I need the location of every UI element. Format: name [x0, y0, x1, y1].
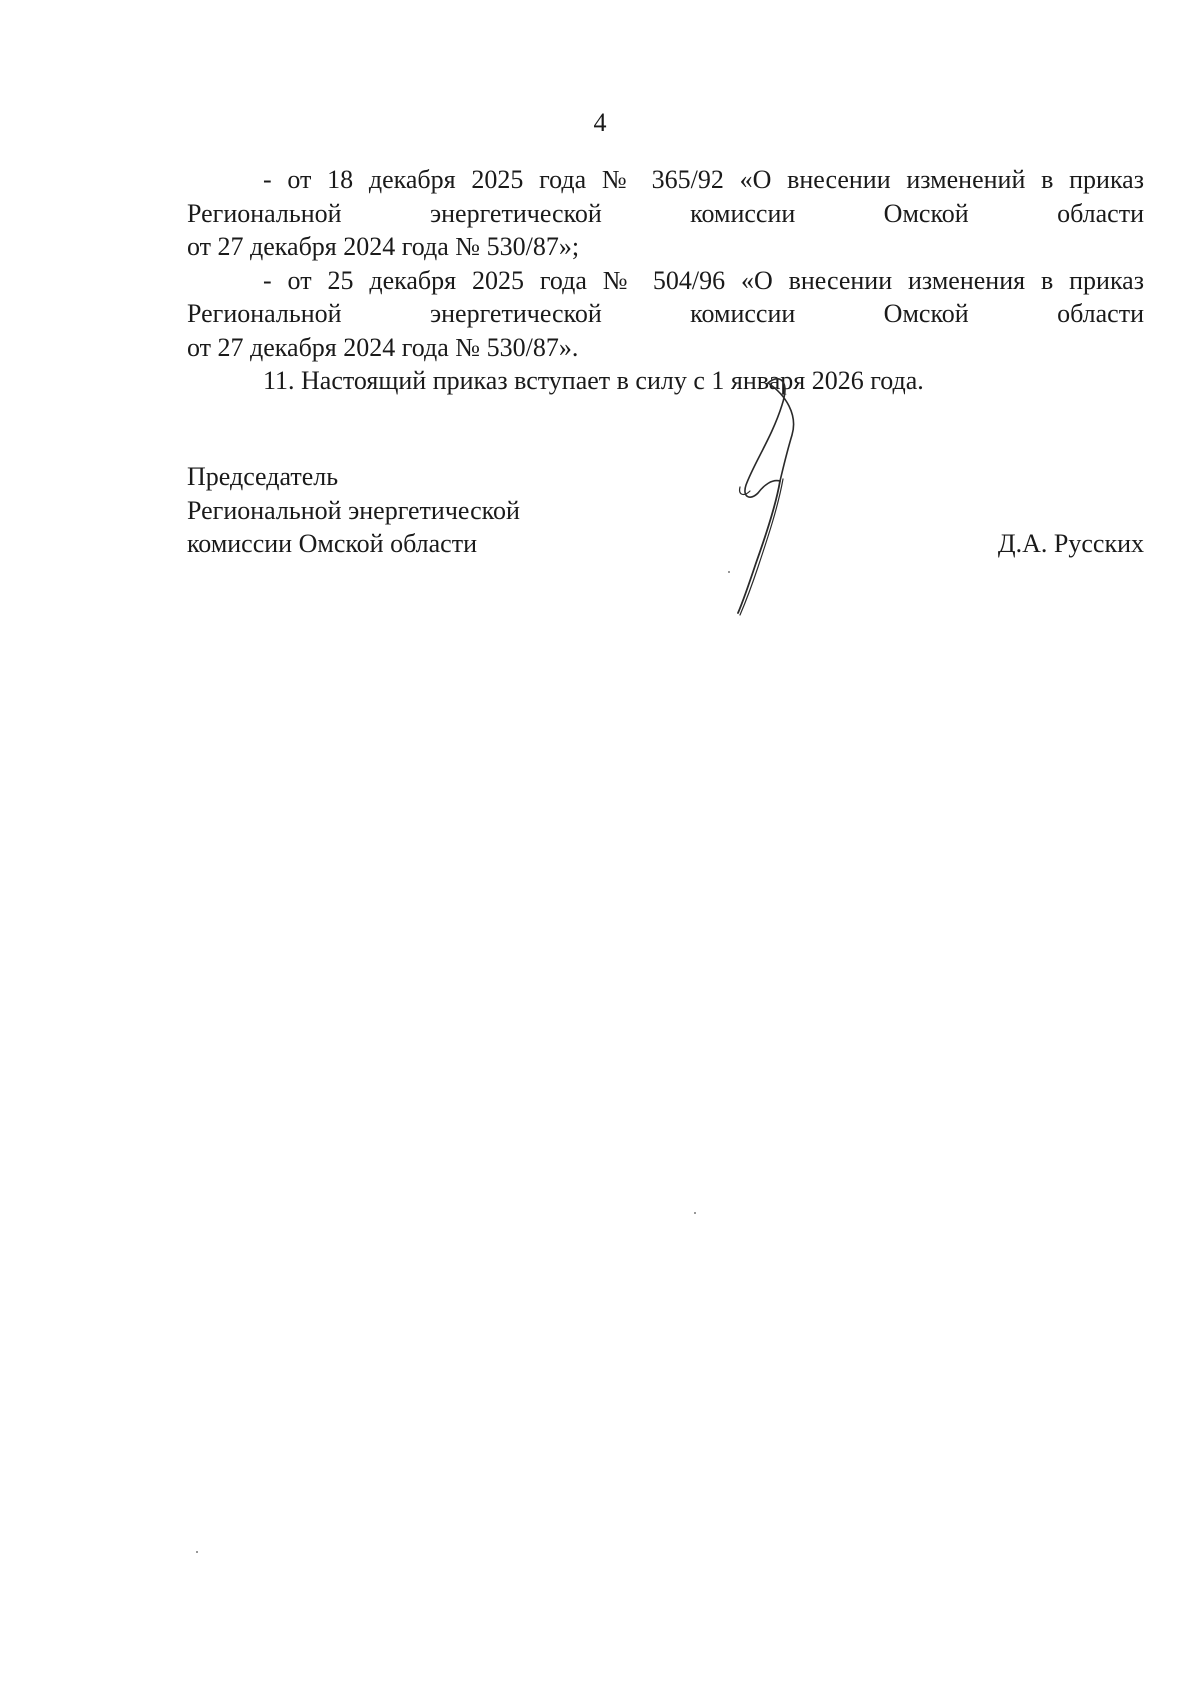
scan-speck	[694, 1212, 696, 1214]
signature-block	[187, 460, 1144, 561]
paragraph-line: Региональной энергетической комиссии Омской области	[187, 299, 1144, 328]
document-body	[187, 163, 1144, 398]
scan-speck	[196, 1551, 198, 1553]
paragraph-line: - от 25 декабря 2025 года № 504/96 «О внесении изменения в приказ	[263, 265, 1144, 295]
paragraph-line: от 27 декабря 2024 года № 530/87»;	[187, 232, 580, 261]
list-item	[187, 264, 1144, 365]
handwritten-signature-icon	[720, 375, 870, 635]
paragraph-line: Региональной энергетической комиссии Омской области	[187, 198, 1144, 228]
paragraph-line: от 27 декабря 2024 года № 530/87».	[187, 332, 579, 362]
signatory-title: Председатель	[187, 462, 339, 491]
signatory-title: комиссии Омской области	[187, 529, 477, 558]
list-item	[187, 163, 1144, 264]
paragraph-line: - от 18 декабря 2025 года № 365/92 «О внесении изменений в приказ	[263, 165, 1144, 194]
signatory-title: Региональной энергетической	[187, 495, 520, 525]
scan-speck	[728, 571, 730, 573]
page-number: 4	[593, 108, 607, 137]
effective-date-clause: 11. Настоящий приказ вступает в силу с 1 января 2026 года.	[263, 366, 924, 395]
signatory-name: Д.А. Русских	[997, 529, 1144, 558]
